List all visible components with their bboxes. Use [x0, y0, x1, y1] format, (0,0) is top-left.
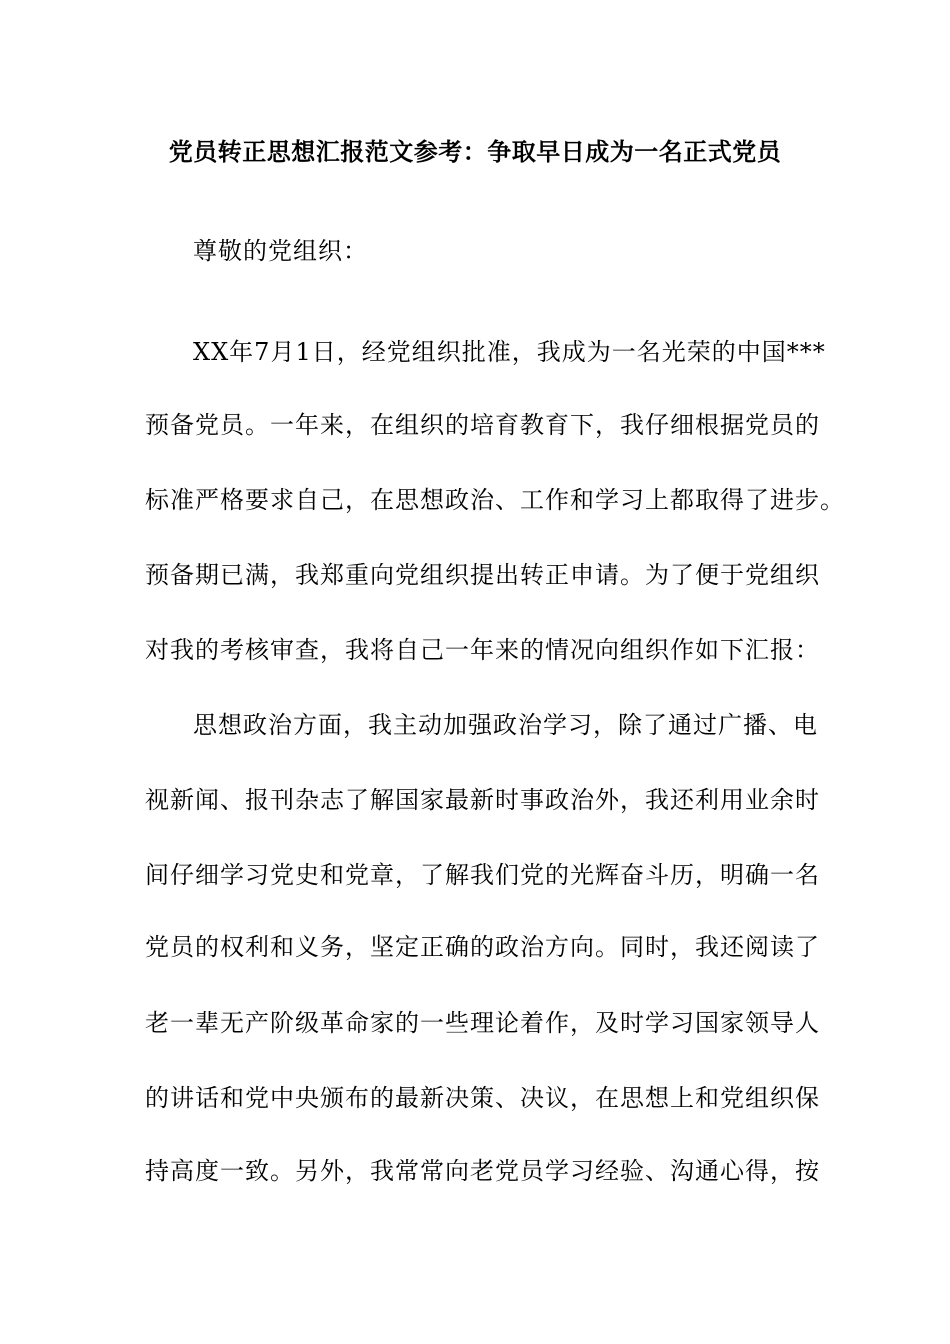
body-line: 视新闻、报刊杂志了解国家最新时事政治外，我还利用业余时 [145, 786, 820, 814]
salutation-line: 尊敬的党组织： [193, 237, 368, 265]
body-line: 预备党员。一年来，在组织的培育教育下，我仔细根据党员的 [145, 411, 820, 439]
body-line: 对我的考核审查，我将自己一年来的情况向组织作如下汇报： [145, 636, 820, 664]
body-line: 标准严格要求自己，在思想政治、工作和学习上都取得了进步。 [145, 486, 845, 514]
body-line: 预备期已满，我郑重向党组织提出转正申请。为了便于党组织 [145, 561, 820, 589]
body-line: 老一辈无产阶级革命家的一些理论着作，及时学习国家领导人 [145, 1009, 820, 1037]
body-line: 思想政治方面，我主动加强政治学习，除了通过广播、电 [193, 711, 818, 739]
document-title: 党员转正思想汇报范文参考：争取早日成为一名正式党员 [168, 138, 782, 166]
body-line: 间仔细学习党史和党章，了解我们党的光辉奋斗历，明确一名 [145, 861, 820, 889]
body-line: XX年7月1日，经党组织批准，我成为一名光荣的中国*** [193, 338, 826, 366]
body-line: 党员的权利和义务，坚定正确的政治方向。同时，我还阅读了 [145, 933, 820, 961]
body-line: 持高度一致。另外，我常常向老党员学习经验、沟通心得，按 [145, 1157, 820, 1185]
body-line: 的讲话和党中央颁布的最新决策、决议，在思想上和党组织保 [145, 1084, 820, 1112]
